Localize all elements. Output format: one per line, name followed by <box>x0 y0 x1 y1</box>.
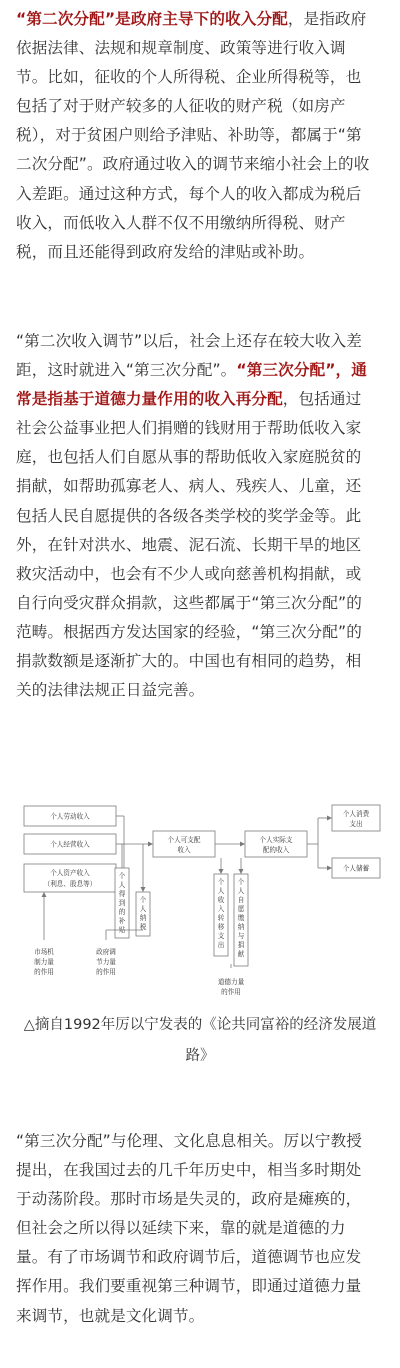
text-line: 包括人民自愿提供的各级各类学校的奖学金等。此 <box>16 506 362 525</box>
paragraph-second-distribution <box>16 5 386 267</box>
moral-force-label <box>218 977 245 996</box>
text-line: 税，而且还能得到政府发给的津贴或补助。 <box>16 242 315 261</box>
svg-text:出: 出 <box>217 941 225 949</box>
text-line: 捐献，如帮助孤寡老人、病人、残疾人、儿童，还 <box>16 477 362 496</box>
text-line: “第二次分配”是政府主导下的收入分配，是指政府 <box>16 10 367 28</box>
svg-text:个: 个 <box>118 872 126 880</box>
svg-text:的作用: 的作用 <box>221 988 241 996</box>
svg-text:税: 税 <box>139 923 147 931</box>
government-force-label <box>96 947 116 976</box>
text-line: “第三次分配”与伦理、文化息息相关。厉以宁教授 <box>16 1132 362 1150</box>
savings-label: 个人储蓄 <box>342 864 370 873</box>
text-line: 外，在针对洪水、地震、泥石流、长期干旱的地区 <box>16 535 362 554</box>
text-line: 包括了对于财产较多的人征收的财产税（如房产 <box>16 97 346 116</box>
svg-text:个: 个 <box>217 878 225 886</box>
svg-text:收: 收 <box>217 896 225 904</box>
svg-text:人: 人 <box>118 881 126 889</box>
text-line: 节。比如，征收的个人所得税、企业所得税等，也 <box>16 68 362 87</box>
svg-text:制力量: 制力量 <box>34 958 54 966</box>
text-line: 范畴。根据西方发达国家的经验，“第三次分配”的 <box>16 622 362 641</box>
svg-text:节力量: 节力量 <box>96 958 116 966</box>
asset-income-note: （利息、股息等） <box>43 880 97 888</box>
svg-text:补: 补 <box>118 917 126 925</box>
actual-income-label-2: 配的收入 <box>262 846 290 854</box>
svg-text:支: 支 <box>217 932 225 940</box>
actual-income-label: 个人实际支 <box>259 836 293 844</box>
text-line: 税），对于贫困户则给予津贴、补助等，都属于“第 <box>16 126 362 145</box>
svg-text:个: 个 <box>237 878 245 886</box>
svg-text:自: 自 <box>237 896 245 904</box>
text-line: 提出，在我国过去的几千年历史中，相当多时期处 <box>16 1161 362 1180</box>
svg-text:纳: 纳 <box>139 914 147 922</box>
svg-text:市场机: 市场机 <box>34 948 54 956</box>
business-income-label: 个人经营收入 <box>50 840 90 849</box>
svg-text:人: 人 <box>217 887 225 895</box>
text-line: 挥作用。我们要重视第三种调节，即通过道德力量 <box>16 1277 362 1296</box>
text-line: 自行向受灾群众捐款，这些都属于“第三次分配”的 <box>16 593 362 612</box>
svg-text:贴: 贴 <box>118 926 126 934</box>
paragraph-culture <box>16 1127 386 1331</box>
text-line: 救灾活动中，也会有不少人或向慈善机构捐献，或 <box>16 564 362 583</box>
consumption-label: 个人消费 <box>342 810 370 818</box>
paragraph-third-distribution <box>16 327 386 705</box>
svg-text:政府调: 政府调 <box>96 948 116 956</box>
text-line: 来调节，也就是文化调节。 <box>16 1306 205 1325</box>
subsidy-label <box>119 871 126 934</box>
text-line: 庭，也包括人们自愿从事的帮助低收入家庭脱贫的 <box>16 448 362 467</box>
svg-text:献: 献 <box>237 950 245 958</box>
text-line: 常是指基于道德力量作用的收入再分配，包括通过 <box>16 390 362 409</box>
text-line: 关的法律法规正日益完善。 <box>16 681 205 700</box>
svg-text:捐: 捐 <box>237 941 245 949</box>
svg-text:的作用: 的作用 <box>34 968 54 976</box>
svg-text:人: 人 <box>237 887 245 895</box>
svg-text:移: 移 <box>217 923 225 931</box>
market-force-label <box>34 947 54 976</box>
text-line: 二次分配”。政府通过收入的调节来缩小社会上的收 <box>16 155 370 174</box>
text-line: 入差距。通过这种方式，每个人的收入都成为税后 <box>16 184 362 203</box>
text-line: 量。有了市场调节和政府调节后，道德调节也应发 <box>16 1248 362 1267</box>
svg-text:入: 入 <box>217 905 225 913</box>
svg-text:与: 与 <box>237 932 245 940</box>
income-distribution-diagram <box>16 792 386 1002</box>
svg-text:的作用: 的作用 <box>96 968 116 976</box>
text-line: 捐款数额是逐渐扩大的。中国也有相同的趋势，相 <box>16 652 362 671</box>
svg-text:缴: 缴 <box>237 914 245 922</box>
svg-text:的: 的 <box>118 908 126 916</box>
text-line: 收入，而低收入人群不仅不用缴纳所得税、财产 <box>16 213 346 232</box>
text-line: “第二次收入调节”以后，社会上还存在较大收入差 <box>16 332 362 350</box>
svg-text:道德力量: 道德力量 <box>217 978 245 986</box>
svg-text:得: 得 <box>118 890 126 898</box>
svg-text:纳: 纳 <box>237 923 245 931</box>
donation-label <box>238 877 245 958</box>
asset-income-label: 个人资产收入 <box>50 869 90 877</box>
svg-text:愿: 愿 <box>237 905 245 913</box>
text-line: 社会公益事业把人们捐赠的钱财用于帮助低收入家 <box>16 419 362 438</box>
disposable-income-label: 个人可支配 <box>167 836 201 844</box>
svg-text:个: 个 <box>139 896 147 904</box>
text-line: 距，这时就进入“第三次分配”。“第三次分配”，通 <box>16 361 367 380</box>
text-line: 但社会之所以得以延续下来，靠的就是道德的力 <box>16 1219 346 1238</box>
svg-text:转: 转 <box>217 914 225 922</box>
text-line: 于动荡阶段。那时市场是失灵的，政府是瘫痪的， <box>16 1190 362 1209</box>
consumption-label-2: 支出 <box>349 820 363 828</box>
svg-text:到: 到 <box>118 899 126 907</box>
figure-caption: △摘自1992年厉以宁发表的《论共同富裕的经济发展道 路》 <box>23 1017 377 1064</box>
svg-text:人: 人 <box>139 905 147 913</box>
labor-income-label: 个人劳动收入 <box>50 812 90 821</box>
disposable-income-label-2: 收入 <box>177 846 191 854</box>
text-line: 依据法律、法规和规章制度、政策等进行收入调 <box>16 39 346 58</box>
